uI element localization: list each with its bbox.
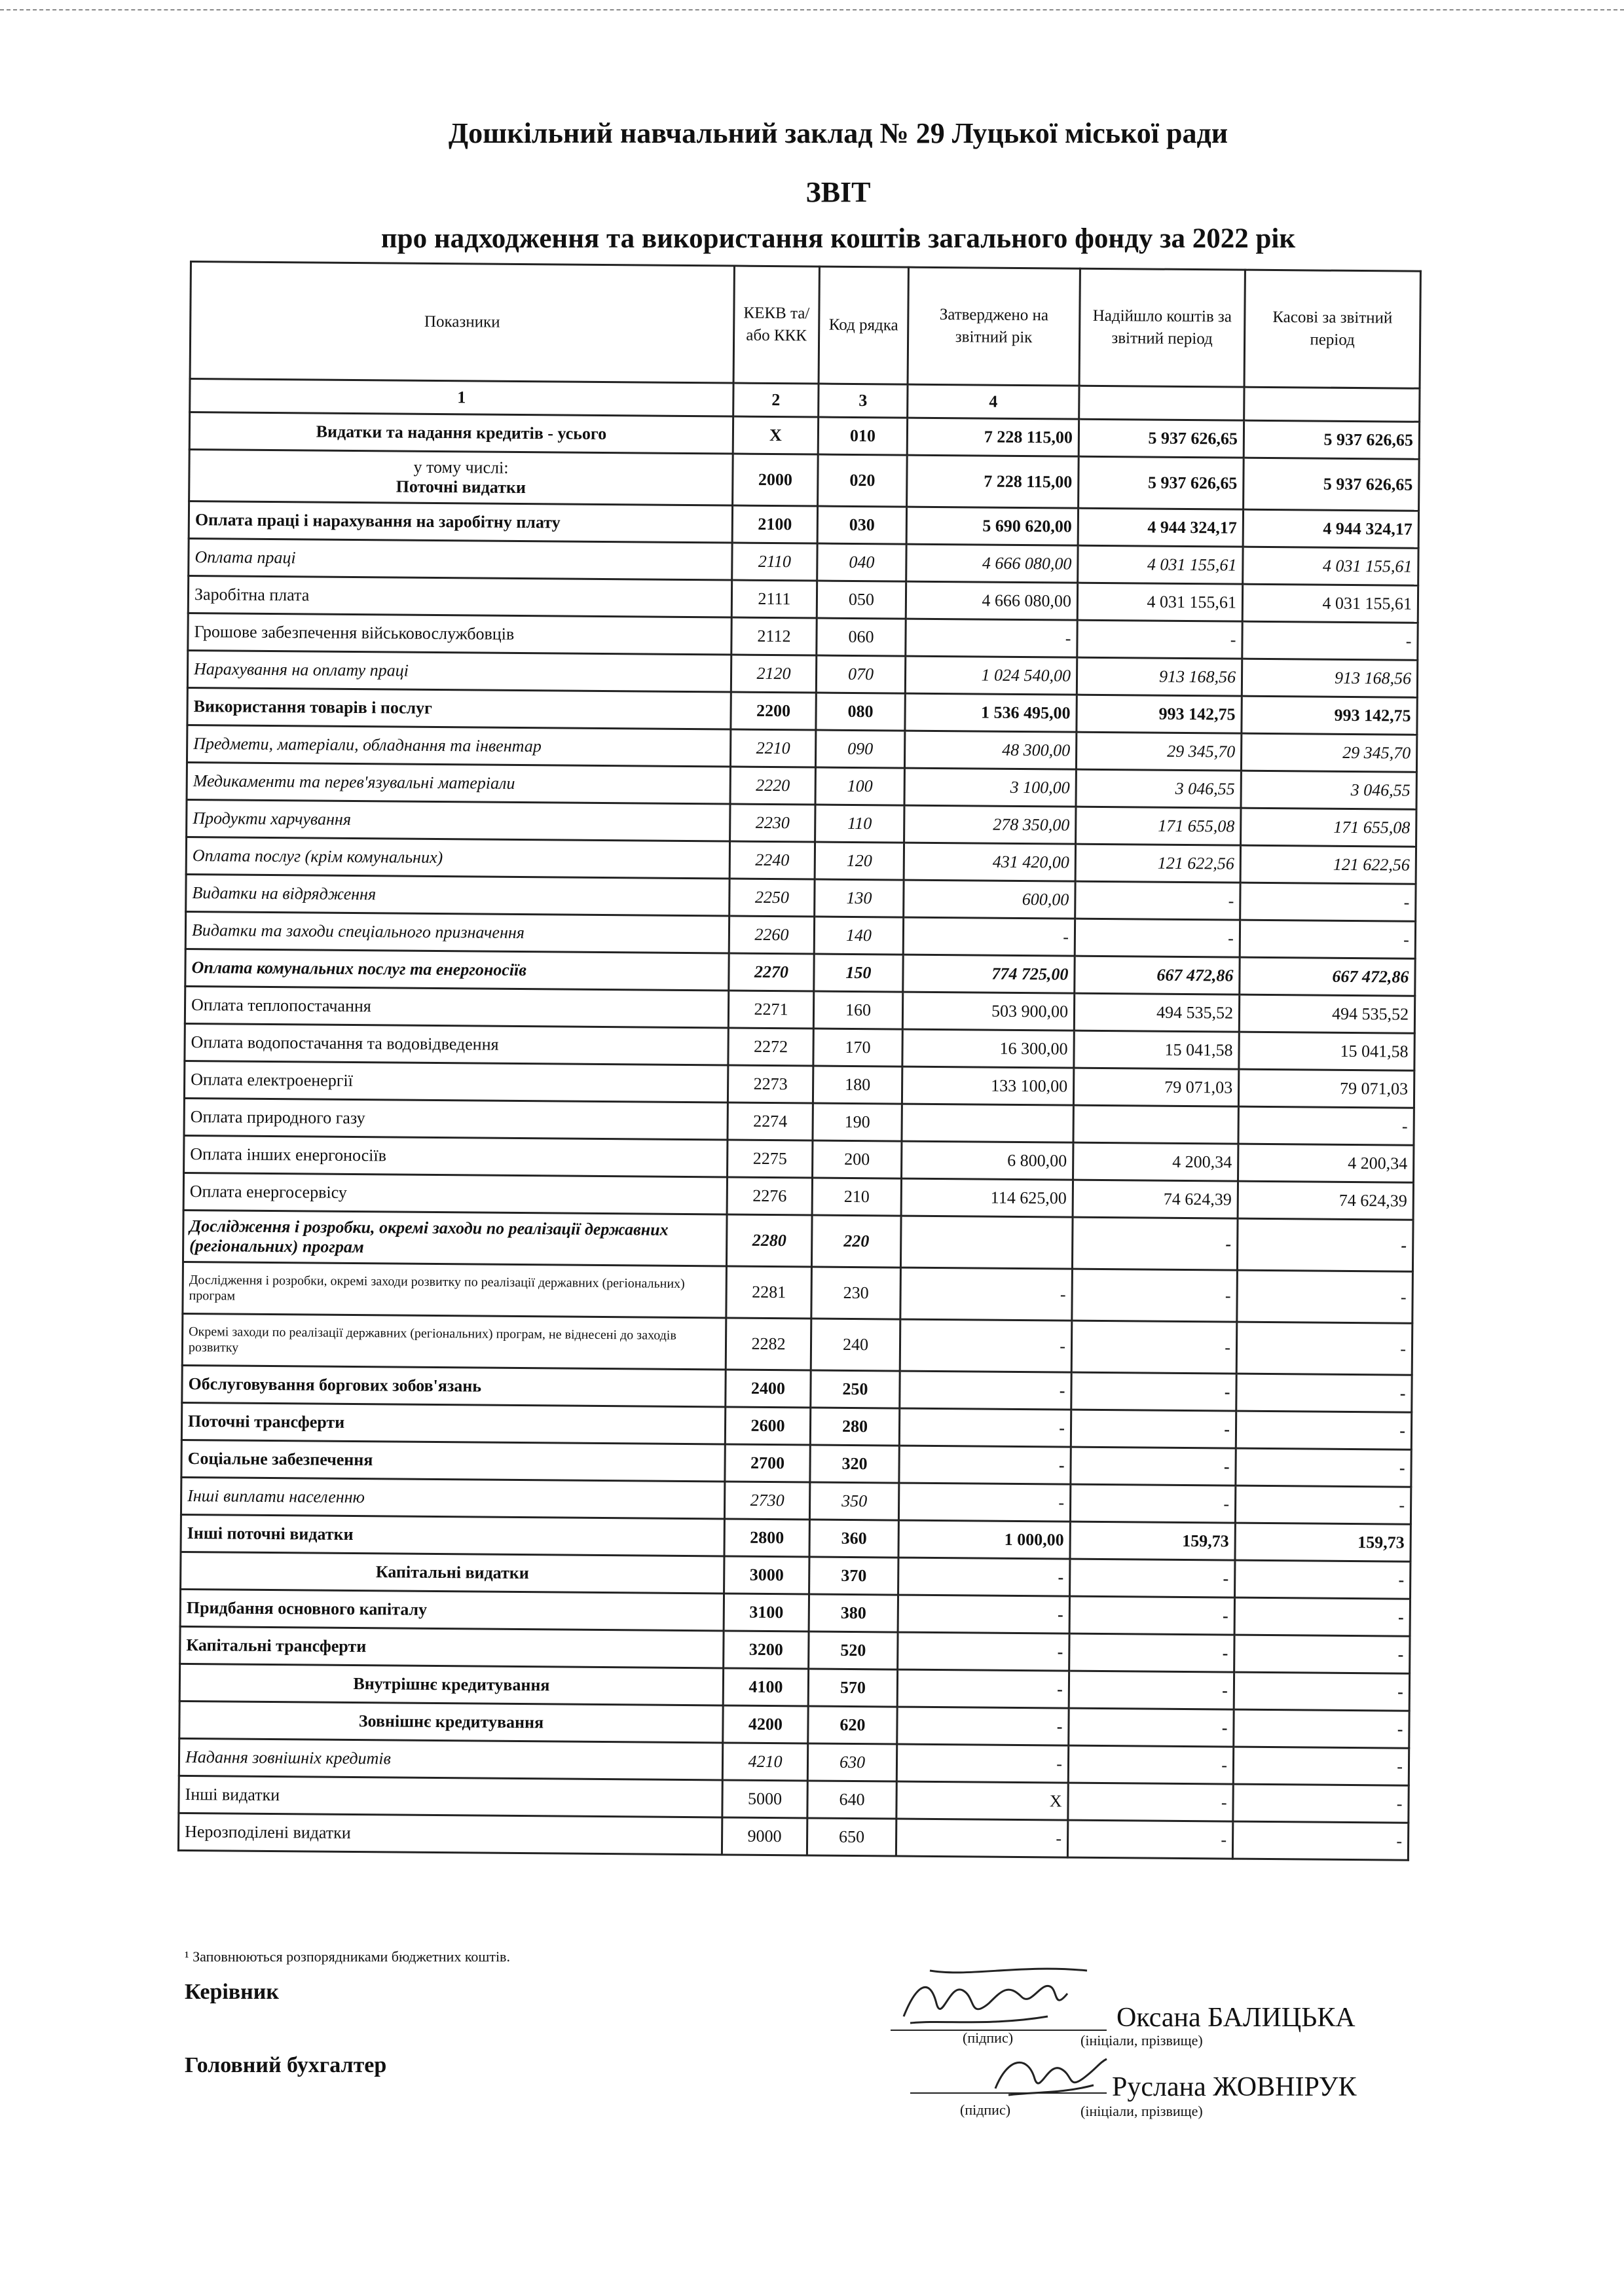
row-kekv: 2260 xyxy=(729,916,814,954)
row-received: 159,73 xyxy=(1070,1522,1235,1560)
row-approved: 16 300,00 xyxy=(902,1029,1074,1068)
row-approved: 1 024 540,00 xyxy=(905,656,1077,695)
row-approved: 7 228 115,00 xyxy=(907,455,1079,508)
report-table xyxy=(177,261,1422,1861)
row-received: - xyxy=(1069,1708,1234,1747)
row-cash: 913 168,56 xyxy=(1242,659,1417,697)
row-approved: 503 900,00 xyxy=(902,992,1074,1030)
row-cash: 5 937 626,65 xyxy=(1244,420,1419,459)
col-header-cash: Касові за звітний період xyxy=(1244,270,1420,388)
row-received: 667 472,86 xyxy=(1075,956,1240,994)
scan-edge-line xyxy=(0,9,1624,10)
row-code: 370 xyxy=(809,1557,898,1595)
table-header-row xyxy=(190,262,1420,389)
row-received: - xyxy=(1071,1321,1237,1374)
row-code: 650 xyxy=(807,1818,896,1856)
row-label: Капітальні трансферти xyxy=(180,1626,724,1668)
row-code: 020 xyxy=(818,454,908,507)
row-label: Придбання основного капіталу xyxy=(180,1589,724,1631)
row-code: 180 xyxy=(813,1066,902,1104)
row-received: - xyxy=(1075,881,1240,920)
row-kekv: 2700 xyxy=(725,1444,810,1482)
row-received: 913 168,56 xyxy=(1077,657,1242,696)
row-kekv: 2200 xyxy=(731,692,816,730)
row-label-text: Поточні видатки xyxy=(396,477,526,498)
row-label: Внутрішнє кредитування xyxy=(179,1664,723,1705)
row-label: Видатки на відрядження xyxy=(186,874,729,916)
row-approved: - xyxy=(897,1669,1069,1708)
row-code: 150 xyxy=(814,954,903,992)
row-label: Використання товарів і послуг xyxy=(187,687,731,729)
col-header-received: Надійшло коштів за звітний період xyxy=(1079,268,1245,387)
row-kekv: 4210 xyxy=(722,1743,807,1781)
row-cash: - xyxy=(1233,1747,1409,1785)
row-kekv: 2273 xyxy=(728,1065,813,1103)
row-cash: - xyxy=(1233,1784,1409,1823)
row-kekv: 2280 xyxy=(726,1214,812,1267)
row-label: Грошове забезпечення військовослужбовців xyxy=(188,613,731,655)
row-received: - xyxy=(1072,1269,1238,1322)
row-approved xyxy=(900,1216,1073,1269)
row-approved: 114 625,00 xyxy=(901,1178,1073,1217)
row-kekv: 5000 xyxy=(722,1780,807,1818)
col-number: 2 xyxy=(733,383,819,417)
row-cash: 4 200,34 xyxy=(1238,1144,1414,1182)
row-label xyxy=(189,450,733,506)
row-label: Інші виплати населенню xyxy=(181,1477,724,1519)
row-received: - xyxy=(1077,620,1242,659)
row-cash: - xyxy=(1242,621,1418,660)
row-received: - xyxy=(1068,1745,1233,1784)
row-cash: - xyxy=(1236,1411,1411,1449)
row-kekv: 3100 xyxy=(724,1594,809,1631)
row-kekv: 2111 xyxy=(731,580,817,618)
row-label: Дослідження і розробки, окремі заходи по реалізації державних (регіональних) програм xyxy=(183,1210,727,1266)
row-label: Інші поточні видатки xyxy=(181,1514,724,1556)
row-received: 993 142,75 xyxy=(1077,695,1242,733)
row-approved xyxy=(902,1104,1073,1142)
row-approved: - xyxy=(896,1819,1067,1857)
accountant-name: Руслана ЖОВНІРУК xyxy=(1112,2072,1357,2102)
row-approved: 278 350,00 xyxy=(904,805,1076,844)
row-label: Заробітна плата xyxy=(188,575,731,617)
row-kekv: 2120 xyxy=(731,655,816,693)
row-code: 170 xyxy=(813,1029,902,1066)
row-cash: 667 472,86 xyxy=(1240,957,1415,996)
row-code: 200 xyxy=(813,1140,902,1178)
row-received: 74 624,39 xyxy=(1073,1180,1238,1218)
row-code: 050 xyxy=(817,581,906,619)
row-code: 360 xyxy=(809,1520,898,1558)
row-approved: - xyxy=(898,1632,1069,1671)
row-label: Оплата природного газу xyxy=(184,1098,728,1140)
institution-title: Дошкільний навчальний заклад № 29 Луцької міської ради xyxy=(448,117,1228,149)
row-label: Поточні трансферти xyxy=(181,1402,725,1444)
row-code: 350 xyxy=(809,1482,898,1520)
row-label: Оплата послуг (крім комунальних) xyxy=(186,837,729,879)
row-approved: - xyxy=(897,1707,1069,1745)
row-approved: 48 300,00 xyxy=(904,731,1076,769)
row-approved: - xyxy=(900,1371,1071,1410)
row-received: - xyxy=(1072,1217,1238,1270)
row-cash: 121 622,56 xyxy=(1240,845,1416,884)
row-code: 620 xyxy=(808,1706,897,1744)
row-approved: - xyxy=(900,1267,1073,1321)
row-received: - xyxy=(1069,1633,1234,1672)
accountant-sign-caption: (підпис) xyxy=(960,2102,1011,2118)
row-received: 3 046,55 xyxy=(1076,769,1241,808)
col-header-row-code: Код рядка xyxy=(819,266,908,384)
row-received xyxy=(1073,1105,1238,1144)
row-code: 130 xyxy=(815,879,904,917)
row-kekv: 2800 xyxy=(724,1519,809,1557)
row-kekv: 2230 xyxy=(730,804,815,842)
row-received: - xyxy=(1071,1372,1236,1411)
row-kekv: 4200 xyxy=(723,1705,808,1743)
row-cash: 29 345,70 xyxy=(1241,733,1416,772)
row-received: 4 944 324,17 xyxy=(1078,508,1243,547)
row-label: Оплата праці і нарахування на заробітну плату xyxy=(189,501,732,543)
row-kekv: 2270 xyxy=(729,953,814,991)
row-code: 190 xyxy=(813,1103,902,1141)
row-kekv: 2210 xyxy=(730,729,815,767)
row-cash: 5 937 626,65 xyxy=(1244,458,1420,511)
row-code: 230 xyxy=(811,1267,901,1319)
row-code: 080 xyxy=(816,693,905,731)
row-label: Капітальні видатки xyxy=(181,1552,724,1594)
row-kekv: 2282 xyxy=(726,1318,811,1370)
table-row xyxy=(189,450,1420,511)
row-approved: - xyxy=(906,619,1077,657)
row-received: - xyxy=(1075,919,1240,957)
row-received: 5 937 626,65 xyxy=(1079,456,1244,509)
row-cash: 79 071,03 xyxy=(1238,1069,1414,1108)
col-header-kekv: КЕКВ та/або ККК xyxy=(733,266,819,384)
row-received: 171 655,08 xyxy=(1076,807,1241,845)
row-approved: - xyxy=(900,1319,1072,1372)
row-approved: - xyxy=(898,1483,1070,1522)
row-label: Видатки та заходи спеціального призначення xyxy=(185,911,729,953)
row-cash: - xyxy=(1237,1270,1413,1323)
row-cash: 3 046,55 xyxy=(1241,771,1416,809)
table-row xyxy=(183,1210,1413,1271)
row-received: - xyxy=(1071,1410,1236,1448)
row-kekv: 2100 xyxy=(732,505,817,543)
row-approved: 133 100,00 xyxy=(902,1066,1073,1105)
row-cash: 15 041,58 xyxy=(1239,1032,1414,1070)
row-code: 220 xyxy=(811,1215,901,1267)
row-code: 570 xyxy=(808,1669,897,1707)
row-code: 030 xyxy=(817,506,906,544)
row-approved: 4 666 080,00 xyxy=(906,544,1078,583)
row-code: 090 xyxy=(815,730,904,768)
row-label: Зовнішнє кредитування xyxy=(179,1701,723,1743)
row-code: 630 xyxy=(807,1743,896,1781)
row-cash: - xyxy=(1236,1448,1411,1487)
row-code: 140 xyxy=(814,917,903,955)
row-approved: 600,00 xyxy=(904,880,1075,919)
row-code: 010 xyxy=(818,417,907,455)
row-cash: 494 535,52 xyxy=(1239,994,1414,1033)
row-approved: 774 725,00 xyxy=(903,955,1075,993)
row-kekv: 2276 xyxy=(727,1177,812,1215)
document-subtitle: про надходження та використання коштів загального фонду за 2022 рік xyxy=(380,223,1296,254)
row-code: 640 xyxy=(807,1781,896,1819)
row-received: - xyxy=(1069,1671,1234,1709)
row-kekv: 2250 xyxy=(729,879,815,917)
row-cash: - xyxy=(1237,1218,1413,1271)
row-approved: 1 536 495,00 xyxy=(905,693,1077,732)
accountant-name-caption: (ініціали, прізвище) xyxy=(1080,2103,1203,2119)
row-label: Надання зовнішніх кредитів xyxy=(179,1738,722,1780)
row-label: Оплата водопостачання та водовідведення xyxy=(185,1023,728,1065)
row-kekv: 2730 xyxy=(724,1482,809,1520)
row-kekv: X xyxy=(733,416,818,454)
row-received: - xyxy=(1067,1820,1232,1859)
row-received: 5 937 626,65 xyxy=(1079,419,1244,458)
col-number: 4 xyxy=(908,384,1079,419)
row-approved: - xyxy=(899,1408,1071,1447)
row-received: - xyxy=(1069,1596,1234,1635)
row-kekv: 2110 xyxy=(732,543,817,581)
row-cash: - xyxy=(1235,1560,1411,1599)
row-label: Нарахування на оплату праці xyxy=(187,650,731,692)
row-kekv: 2275 xyxy=(728,1140,813,1178)
row-cash: - xyxy=(1232,1821,1408,1860)
row-received: 494 535,52 xyxy=(1074,993,1239,1032)
row-received: 121 622,56 xyxy=(1075,844,1240,883)
head-signature-scribble xyxy=(891,1958,1113,2036)
row-code: 100 xyxy=(815,767,904,805)
row-code: 240 xyxy=(811,1319,900,1371)
row-code: 060 xyxy=(817,618,906,656)
row-received: - xyxy=(1071,1447,1236,1485)
col-header-indicator: Показники xyxy=(190,262,734,384)
accountant-role-label: Головний бухгалтер xyxy=(185,2053,387,2077)
row-label: Видатки та надання кредитів - усього xyxy=(189,412,733,454)
row-cash: - xyxy=(1234,1709,1409,1748)
row-label: Предмети, матеріали, обладнання та інвентар xyxy=(187,725,730,767)
document-type: ЗВІТ xyxy=(805,176,871,208)
row-received: - xyxy=(1070,1559,1235,1597)
row-cash: 4 944 324,17 xyxy=(1243,509,1418,548)
row-kekv: 2220 xyxy=(730,767,815,805)
row-received: 79 071,03 xyxy=(1073,1068,1238,1106)
row-cash: 4 031 155,61 xyxy=(1242,584,1418,623)
row-kekv: 2281 xyxy=(726,1266,812,1319)
row-cash: - xyxy=(1240,920,1415,958)
row-cash: 171 655,08 xyxy=(1241,808,1416,847)
row-code: 070 xyxy=(816,655,905,693)
row-received: 4 031 155,61 xyxy=(1077,583,1242,621)
row-approved: 7 228 115,00 xyxy=(907,418,1079,456)
row-approved: - xyxy=(898,1595,1069,1633)
row-kekv: 2274 xyxy=(728,1102,813,1140)
row-kekv: 2400 xyxy=(726,1370,811,1408)
row-cash: 993 142,75 xyxy=(1242,696,1417,735)
row-code: 160 xyxy=(813,991,902,1029)
row-received: - xyxy=(1070,1484,1235,1523)
col-number xyxy=(1079,386,1244,420)
row-approved: X xyxy=(896,1781,1068,1820)
row-code: 380 xyxy=(809,1594,898,1632)
row-approved: 4 666 080,00 xyxy=(906,581,1077,620)
row-kekv: 2112 xyxy=(731,617,817,655)
row-code: 120 xyxy=(815,842,904,880)
row-label: Оплата праці xyxy=(189,538,732,580)
row-label: Соціальне забезпечення xyxy=(181,1440,725,1482)
table-row xyxy=(182,1313,1412,1375)
row-cash: - xyxy=(1236,1322,1412,1375)
row-label: Продукти харчування xyxy=(187,799,730,841)
row-received: 29 345,70 xyxy=(1076,732,1241,771)
row-code: 250 xyxy=(811,1370,900,1408)
row-kekv: 4100 xyxy=(723,1668,808,1706)
row-label: Окремі заходи по реалізації державних (регіональних) програм, не віднесені до заходів розвитку xyxy=(182,1313,726,1370)
row-kekv: 2600 xyxy=(725,1407,810,1445)
row-label: Обслуговування боргових зобов'язань xyxy=(182,1365,726,1407)
row-kekv: 3000 xyxy=(724,1556,809,1594)
head-sign-caption: (підпис) xyxy=(963,2030,1014,2046)
row-code: 520 xyxy=(809,1631,898,1669)
row-label: Медикаменти та перев'язувальні матеріали xyxy=(187,762,730,804)
col-number xyxy=(1244,387,1420,422)
row-cash: - xyxy=(1235,1485,1411,1524)
row-label-prefix: у тому числі: xyxy=(413,457,509,477)
row-kekv: 2271 xyxy=(728,991,813,1029)
row-approved: 431 420,00 xyxy=(904,843,1075,881)
row-received: - xyxy=(1068,1783,1233,1821)
row-approved: 3 100,00 xyxy=(904,768,1076,807)
accountant-signature-scribble xyxy=(982,2043,1113,2102)
row-received: 15 041,58 xyxy=(1074,1030,1239,1069)
row-approved: - xyxy=(896,1744,1068,1783)
row-cash: 74 624,39 xyxy=(1238,1181,1413,1220)
row-label: Дослідження і розробки, окремі заходи розвитку по реалізації державних (регіональних) програм xyxy=(183,1262,727,1318)
row-cash: 159,73 xyxy=(1235,1523,1411,1561)
row-code: 320 xyxy=(810,1445,899,1483)
row-cash: - xyxy=(1234,1672,1409,1711)
row-code: 110 xyxy=(815,805,904,843)
row-kekv: 2000 xyxy=(733,454,819,506)
col-number: 1 xyxy=(190,379,733,417)
head-role-label: Керівник xyxy=(185,1980,279,2004)
row-kekv: 2272 xyxy=(728,1028,813,1066)
row-kekv: 3200 xyxy=(724,1631,809,1669)
row-code: 040 xyxy=(817,543,906,581)
row-cash: - xyxy=(1236,1374,1412,1412)
row-approved: - xyxy=(903,917,1075,956)
row-approved: 1 000,00 xyxy=(898,1520,1070,1559)
col-number: 3 xyxy=(819,384,908,418)
row-code: 210 xyxy=(812,1178,901,1216)
row-approved: - xyxy=(898,1558,1070,1596)
row-label: Оплата теплопостачання xyxy=(185,986,728,1028)
row-approved: 5 690 620,00 xyxy=(906,507,1078,545)
row-received: 4 031 155,61 xyxy=(1078,545,1243,584)
row-label: Оплата комунальних послуг та енергоносіїв xyxy=(185,949,729,991)
row-label: Інші видатки xyxy=(179,1776,722,1817)
row-cash: - xyxy=(1234,1635,1410,1673)
row-kekv: 2240 xyxy=(729,841,815,879)
row-label: Нерозподілені видатки xyxy=(178,1813,722,1855)
row-cash: - xyxy=(1234,1597,1410,1636)
table-row xyxy=(183,1262,1413,1323)
col-header-approved: Затверджено на звітний рік xyxy=(908,267,1080,386)
row-kekv: 9000 xyxy=(722,1817,807,1855)
row-cash: - xyxy=(1238,1106,1414,1145)
row-label: Оплата електроенергії xyxy=(184,1061,728,1102)
row-label: Оплата інших енергоносіїв xyxy=(184,1135,728,1177)
row-cash: 4 031 155,61 xyxy=(1243,547,1418,585)
row-received: 4 200,34 xyxy=(1073,1142,1238,1181)
row-approved: - xyxy=(899,1446,1071,1484)
head-name-caption: (ініціали, прізвище) xyxy=(1080,2032,1203,2049)
row-cash: - xyxy=(1240,883,1416,921)
row-code: 280 xyxy=(810,1408,899,1446)
footnote: ¹ Заповнюються розпорядниками бюджетних коштів. xyxy=(185,1948,510,1965)
head-name: Оксана БАЛИЦЬКА xyxy=(1116,2003,1356,2033)
row-label: Оплата енергосервісу xyxy=(183,1173,727,1214)
row-approved: 6 800,00 xyxy=(902,1141,1073,1180)
